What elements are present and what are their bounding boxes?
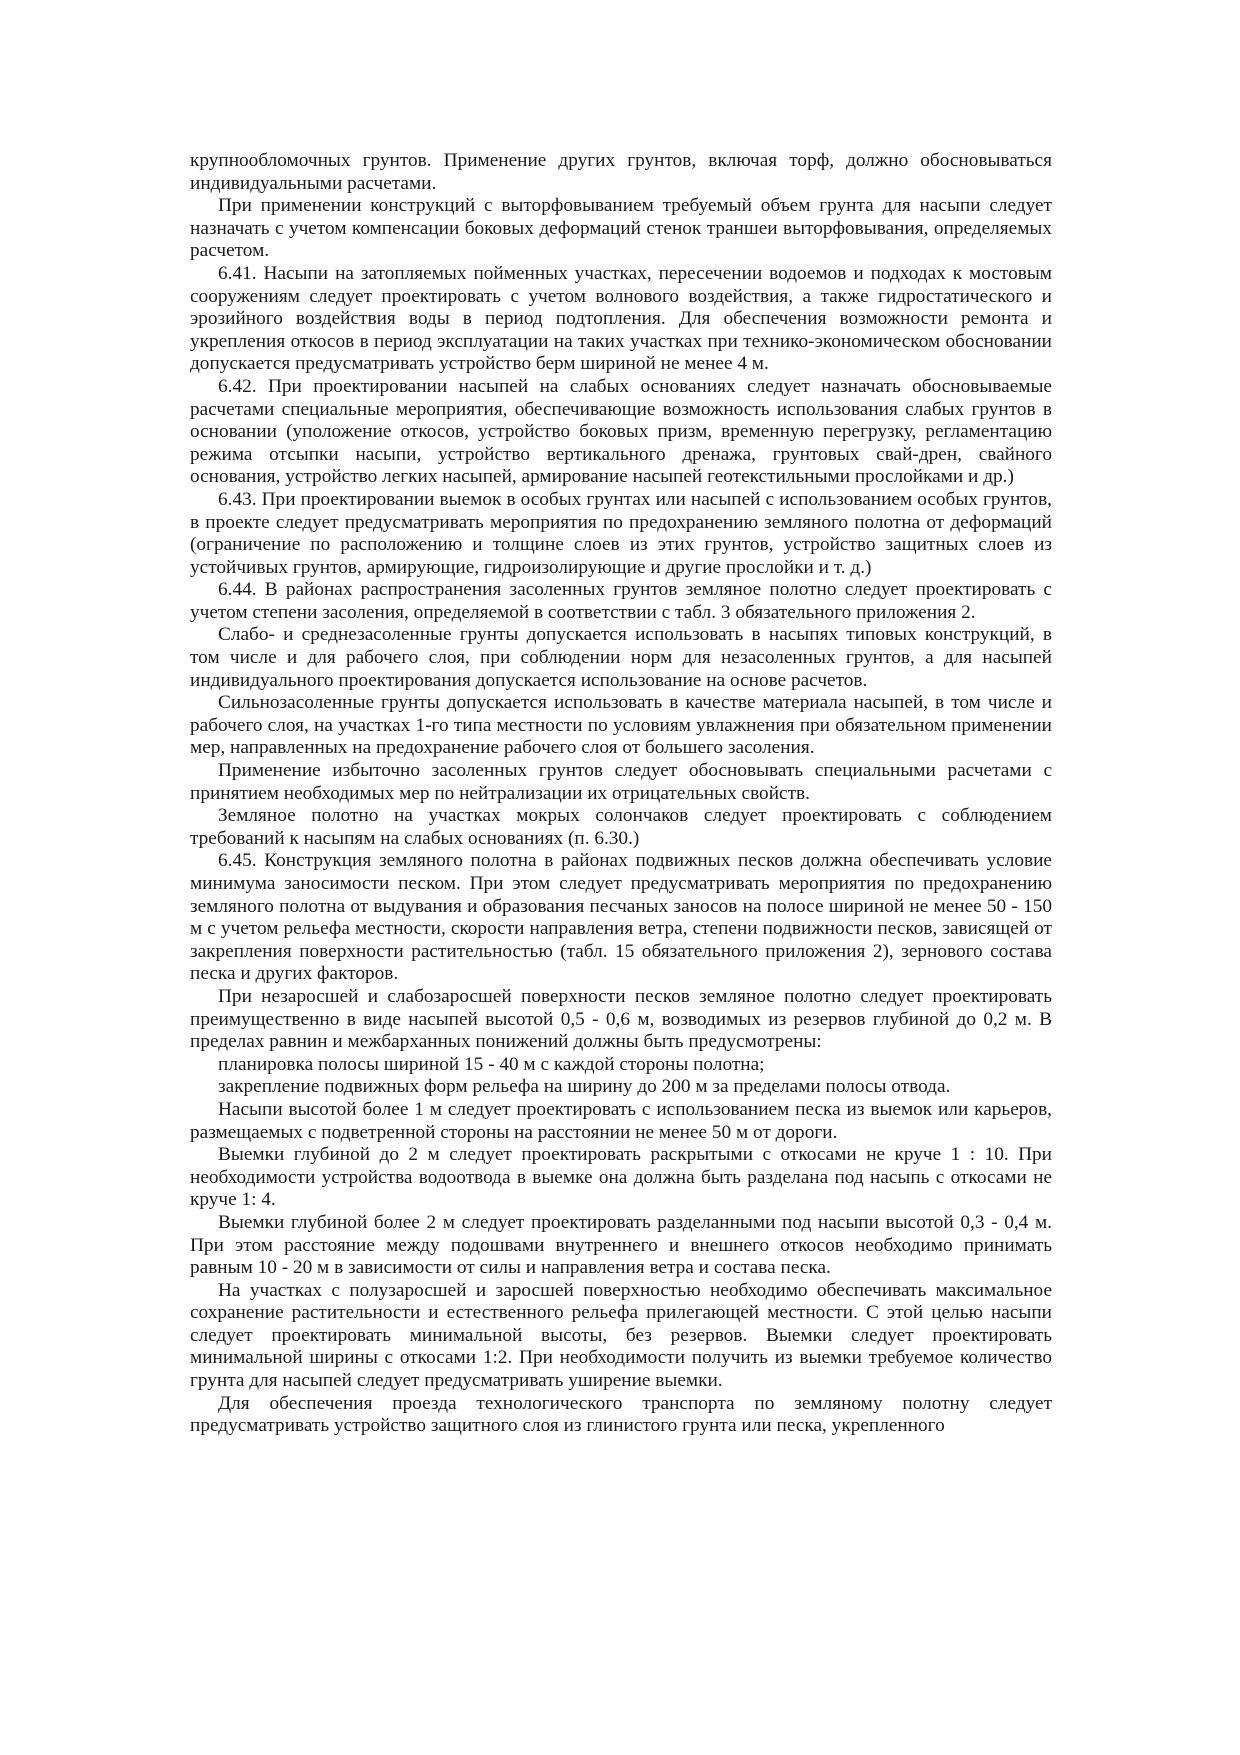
paragraph-strong-saline: Сильнозасоленные грунты допускается использовать в качестве материала насыпей, в том числе и рабочего слоя, на участках 1-го типа местности по условиям увлажнения при обязательном применении мер, направленных на предохранение рабочего слоя от большего засоления.	[190, 692, 1052, 759]
paragraph-weak-saline: Слабо- и среднезасоленные грунты допускается использовать в насыпях типовых конструкций, в том числе и для рабочего слоя, при соблюдении норм для незасоленных грунтов, а для насыпей индивидуального проектирования допускается использование на основе расчетов.	[190, 624, 1052, 691]
paragraph-cuts-over-2m: Выемки глубиной более 2 м следует проектировать разделанными под насыпи высотой 0,3 - 0,4 м. При этом расстояние между подошвами внутреннего и внешнего откосов необходимо принимать равным 10 - 20 м в зависимости от силы и направления ветра и состава песка.	[190, 1211, 1052, 1279]
paragraph-wet-solonchak: Земляное полотно на участках мокрых солончаков следует проектировать с соблюдением требований к насыпям на слабых основаниях (п. 6.30.)	[190, 805, 1052, 849]
paragraph-unvegetated-sands: При незаросшей и слабозаросшей поверхности песков земляное полотно следует проектировать преимущественно в виде насыпей высотой 0,5 - 0,6 м, возводимых из резервов глубиной до 0,2 м. В пределах равнин и межбарханных понижений должны быть предусмотрены:	[190, 985, 1052, 1053]
paragraph-peat-removal: При применении конструкций с выторфовыванием требуемый объем грунта для насыпи следует назначать с учетом компенсации боковых деформаций стенок траншеи выторфовывания, определяемых расчетом.	[190, 195, 1052, 262]
list-item-relief-fixing: закрепление подвижных форм рельефа на ширину до 200 м за пределами полосы отвода.	[218, 1076, 951, 1098]
paragraph-6-45: 6.45. Конструкция земляного полотна в районах подвижных песков должна обеспечивать условие минимума заносимости песком. При этом следует предусматривать мероприятия по предохранению земляного полотна от выдувания и образования песчаных заносов на полосе шириной не менее 50 - 150 м с учетом рельефа местности, скорости направления ветра, степени подвижности песков, зависящей от закрепления поверхности растительностью (табл. 15 обязательного приложения 2), зернового состава песка и других факторов.	[190, 850, 1052, 985]
paragraph-6-44: 6.44. В районах распространения засоленных грунтов земляное полотно следует проектировать с учетом степени засоления, определяемой в соответствии с табл. 3 обязательного приложения 2.	[190, 579, 1052, 623]
paragraph-6-42: 6.42. При проектировании насыпей на слабых основаниях следует назначать обосновываемые расчетами специальные мероприятия, обеспечивающие возможность использования слабых грунтов в основании (уположение откосов, устройство боковых призм, временную перегрузку, регламентацию режима отсыпки насыпи, устройство вертикального дренажа, грунтовых свай-дрен, свайного основания, устройство легких насыпей, армирование насыпей геотекстильными прослойками и др.)	[190, 375, 1052, 488]
list-item-strip-planning: планировка полосы шириной 15 - 40 м с каждой стороны полотна;	[218, 1053, 765, 1075]
paragraph-6-43: 6.43. При проектировании выемок в особых грунтах или насыпей с использованием особых грунтов, в проекте следует предусматривать мероприятия по предохранению земляного полотна от деформаций (ограничение по расположению и толщине слоев из этих грунтов, устройство защитных слоев из устойчивых грунтов, армирующие, гидроизолирующие и другие прослойки и т. д.)	[190, 488, 1052, 578]
paragraph-transport-access: Для обеспечения проезда технологического транспорта по земляному полотну следует предусматривать устройство защитного слоя из глинистого грунта или песка, укрепленного	[190, 1392, 1052, 1437]
paragraph-embankments-over-1m: Насыпи высотой более 1 м следует проектировать с использованием песка из выемок или карьеров, размещаемых с подветренной стороны на расстоянии не менее 50 м от дороги.	[190, 1098, 1052, 1143]
paragraph-continuation: крупнообломочных грунтов. Применение других грунтов, включая торф, должно обосновываться индивидуальными расчетами.	[190, 150, 1052, 194]
paragraph-cuts-up-to-2m: Выемки глубиной до 2 м следует проектировать раскрытыми с откосами не круче 1 : 10. При необходимости устройства водоотвода в выемке она должна быть разделана под насыпь с откосами не круче 1: 4.	[190, 1144, 1052, 1211]
paragraph-excess-saline: Применение избыточно засоленных грунтов следует обосновывать специальными расчетами с принятием необходимых мер по нейтрализации их отрицательных свойств.	[190, 760, 1052, 804]
paragraph-semi-vegetated: На участках с полузаросшей и заросшей поверхностью необходимо обеспечивать максимальное сохранение растительности и естественного рельефа прилегающей местности. С этой целью насыпи следует проектировать минимальной высоты, без резервов. Выемки следует проектировать минимальной ширины с откосами 1:2. При необходимости получить из выемки требуемое количество грунта для насыпей следует предусматривать уширение выемки.	[190, 1279, 1052, 1392]
paragraph-6-41: 6.41. Насыпи на затопляемых пойменных участках, пересечении водоемов и подходах к мостовым сооружениям следует проектировать с учетом волнового воздействия, а также гидростатического и эрозийного воздействия воды в период подтопления. Для обеспечения возможности ремонта и укрепления откосов в период эксплуатации на таких участках при технико-экономическом обосновании допускается предусматривать устройство берм шириной не менее 4 м.	[190, 262, 1052, 375]
document-page	[190, 150, 1052, 1438]
